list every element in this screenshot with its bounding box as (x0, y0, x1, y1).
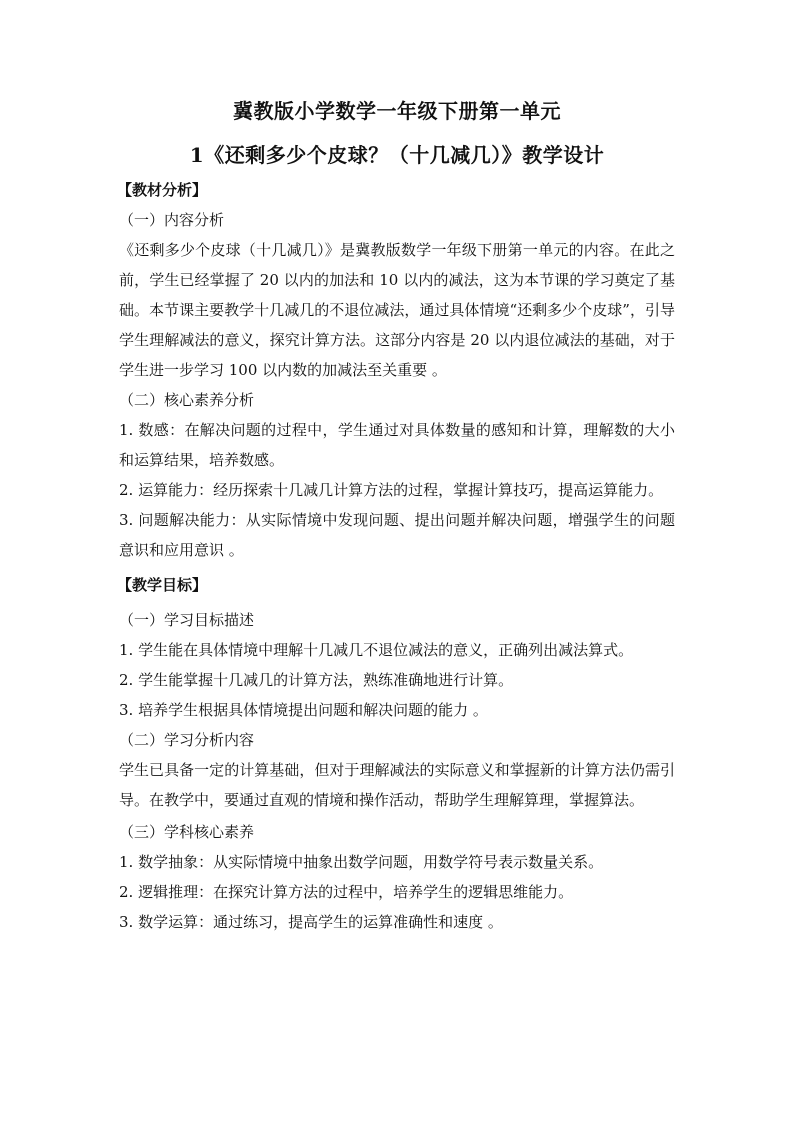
list-item-goal-2: 2. 学生能掌握十几减几的计算方法，熟练准确地进行计算。 (119, 671, 514, 689)
list-item-goal-1: 1. 学生能在具体情境中理解十几减几不退位减法的意义，正确列出减法算式。 (119, 641, 634, 659)
subheading-core-literacy: （三）学科核心素养 (119, 823, 255, 841)
list-item-literacy-1: 1. 数学抽象：从实际情境中抽象出数学问题，用数学符号表示数量关系。 (119, 853, 604, 871)
paragraph-content-analysis: 《还剩多少个皮球（十几减几）》是冀教版数学一年级下册第一单元的内容。在此之前，学生已经掌握了 20 以内的加法和 10 以内的减法，这为本节课的学习奠定了基础。本节课主要教学十几减几的不退位减法，通过具体情境“还剩多少个皮球”，引导学生理解减法的意义，探究计算方法。这部分内容是 20 以内退位减法的基础，对于学生进一步学习 100 以内数的加减法至关重要 。 (119, 241, 675, 379)
document-title-line2: 1《还剩多少个皮球？（十几减几）》教学设计 (189, 143, 605, 167)
list-item-core-analysis-2: 2. 运算能力：经历探索十几减几计算方法的过程，掌握计算技巧，提高运算能力。 (119, 481, 664, 499)
list-item-literacy-3: 3. 数学运算：通过练习，提高学生的运算准确性和速度 。 (119, 913, 503, 931)
section-heading-goals: 【教学目标】 (117, 576, 208, 594)
list-item-goal-3: 3. 培养学生根据具体情境提出问题和解决问题的能力 。 (119, 701, 488, 719)
section-heading-analysis: 【教材分析】 (117, 181, 208, 199)
list-item-core-analysis-1: 1. 数感：在解决问题的过程中，学生通过对具体数量的感知和计算，理解数的大小和运算结果，培养数感。 (119, 421, 675, 469)
document-title-line1: 冀教版小学数学一年级下册第一单元 (233, 99, 561, 123)
subheading-content-analysis: （一）内容分析 (119, 211, 225, 229)
subheading-goal-description: （一）学习目标描述 (119, 611, 255, 629)
list-item-literacy-2: 2. 逻辑推理：在探究计算方法的过程中，培养学生的逻辑思维能力。 (119, 883, 574, 901)
list-item-core-analysis-3: 3. 问题解决能力：从实际情境中发现问题、提出问题并解决问题，增强学生的问题意识和应用意识 。 (119, 511, 675, 559)
paragraph-study-analysis: 学生已具备一定的计算基础，但对于理解减法的实际意义和掌握新的计算方法仍需引导。在教学中，要通过直观的情境和操作活动，帮助学生理解算理，掌握算法。 (119, 761, 675, 809)
document-body (119, 175, 675, 937)
subheading-core-literacy-analysis: （二）核心素养分析 (119, 391, 255, 409)
subheading-study-analysis: （二）学习分析内容 (119, 731, 255, 749)
